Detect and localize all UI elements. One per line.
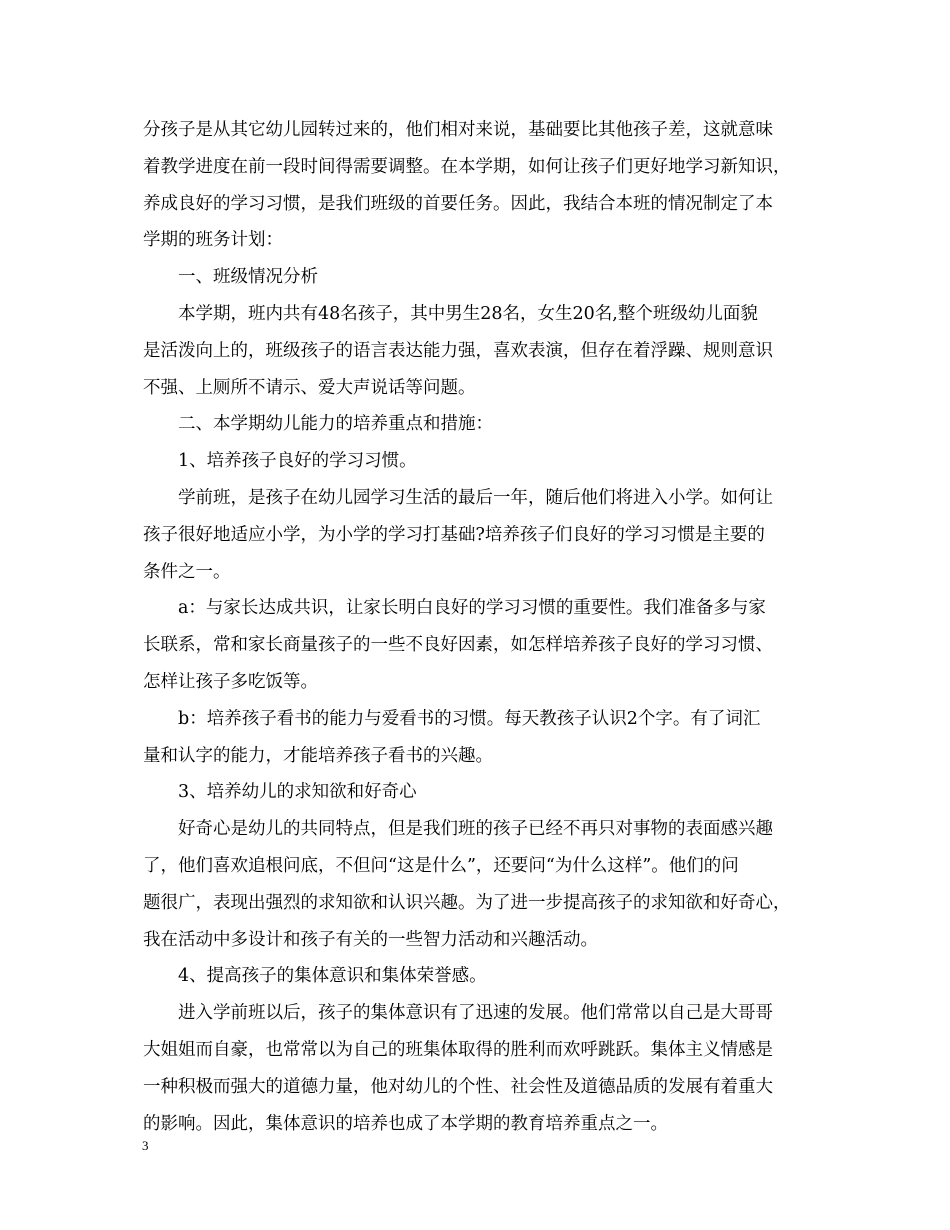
text-line: 好奇心是幼儿的共同特点，但是我们班的孩子已经不再只对事物的表面感兴趣 bbox=[178, 819, 773, 840]
text-line: 1、培养孩子良好的学习习惯。 bbox=[178, 451, 417, 472]
text-line: 量和认字的能力，才能培养孩子看书的兴趣。 bbox=[143, 745, 493, 766]
text-line: 分孩子是从其它幼儿园转过来的，他们相对来说，基础要比其他孩子差，这就意味 bbox=[143, 120, 773, 140]
text-line: 3、培养幼儿的求知欲和好奇心 bbox=[178, 782, 417, 803]
text-line: 养成良好的学习习惯，是我们班级的首要任务。因此，我结合本班的情况制定了本 bbox=[143, 193, 773, 214]
page-number: 3 bbox=[142, 1138, 149, 1153]
text-line: 孩子很好地适应小学，为小学的学习打基础?培养孩子们良好的学习习惯是主要的 bbox=[143, 524, 765, 545]
text-line: a：与家长达成共识，让家长明白良好的学习习惯的重要性。我们准备多与家 bbox=[178, 598, 766, 619]
text-line: 一种积极而强大的道德力量，他对幼儿的个性、社会性及道德品质的发展有着重大 bbox=[143, 1076, 773, 1097]
text-line: 二、本学期幼儿能力的培养重点和措施： bbox=[178, 414, 493, 435]
text-line: 长联系，常和家长商量孩子的一些不良好因素，如怎样培养孩子良好的学习习惯、 bbox=[143, 635, 773, 656]
text-line: 怎样让孩子多吃饭等。 bbox=[143, 671, 318, 692]
text-line: 着教学进度在前一段时间得需要调整。在本学期，如何让孩子们更好地学习新知识， bbox=[143, 156, 791, 177]
text-line: 学期的班务计划： bbox=[143, 230, 283, 251]
text-line: 本学期，班内共有48名孩子，其中男生28名，女生20名,整个班级幼儿面貌 bbox=[178, 303, 758, 324]
text-line: b：培养孩子看书的能力与爱看书的习惯。每天教孩子认识2个字。有了词汇 bbox=[178, 708, 761, 729]
text-line: 一、班级情况分析 bbox=[178, 267, 318, 288]
text-line: 题很广，表现出强烈的求知欲和认识兴趣。为了进一步提高孩子的求知欲和好奇心， bbox=[143, 892, 791, 913]
document-body bbox=[143, 112, 813, 1142]
text-line: 条件之一。 bbox=[143, 561, 231, 582]
text-line: 4、提高孩子的集体意识和集体荣誉感。 bbox=[178, 966, 487, 987]
text-line: 大姐姐而自豪，也常常以为自己的班集体取得的胜利而欢呼跳跃。集体主义情感是 bbox=[143, 1039, 773, 1060]
text-line: 的影响。因此，集体意识的培养也成了本学期的教育培养重点之一。 bbox=[143, 1113, 668, 1134]
text-line: 了，他们喜欢追根问底，不但问“这是什么”，还要问“为什么这样”。他们的问 bbox=[143, 855, 739, 876]
text-line: 进入学前班以后，孩子的集体意识有了迅速的发展。他们常常以自己是大哥哥 bbox=[178, 1003, 773, 1024]
text-line: 学前班，是孩子在幼儿园学习生活的最后一年，随后他们将进入小学。如何让 bbox=[178, 487, 773, 508]
text-line: 我在活动中多设计和孩子有关的一些智力活动和兴趣活动。 bbox=[143, 929, 598, 950]
text-line: 是活泼向上的，班级孩子的语言表达能力强，喜欢表演，但存在着浮躁、规则意识 bbox=[143, 340, 773, 361]
text-line: 不强、上厕所不请示、爱大声说话等问题。 bbox=[143, 377, 476, 398]
